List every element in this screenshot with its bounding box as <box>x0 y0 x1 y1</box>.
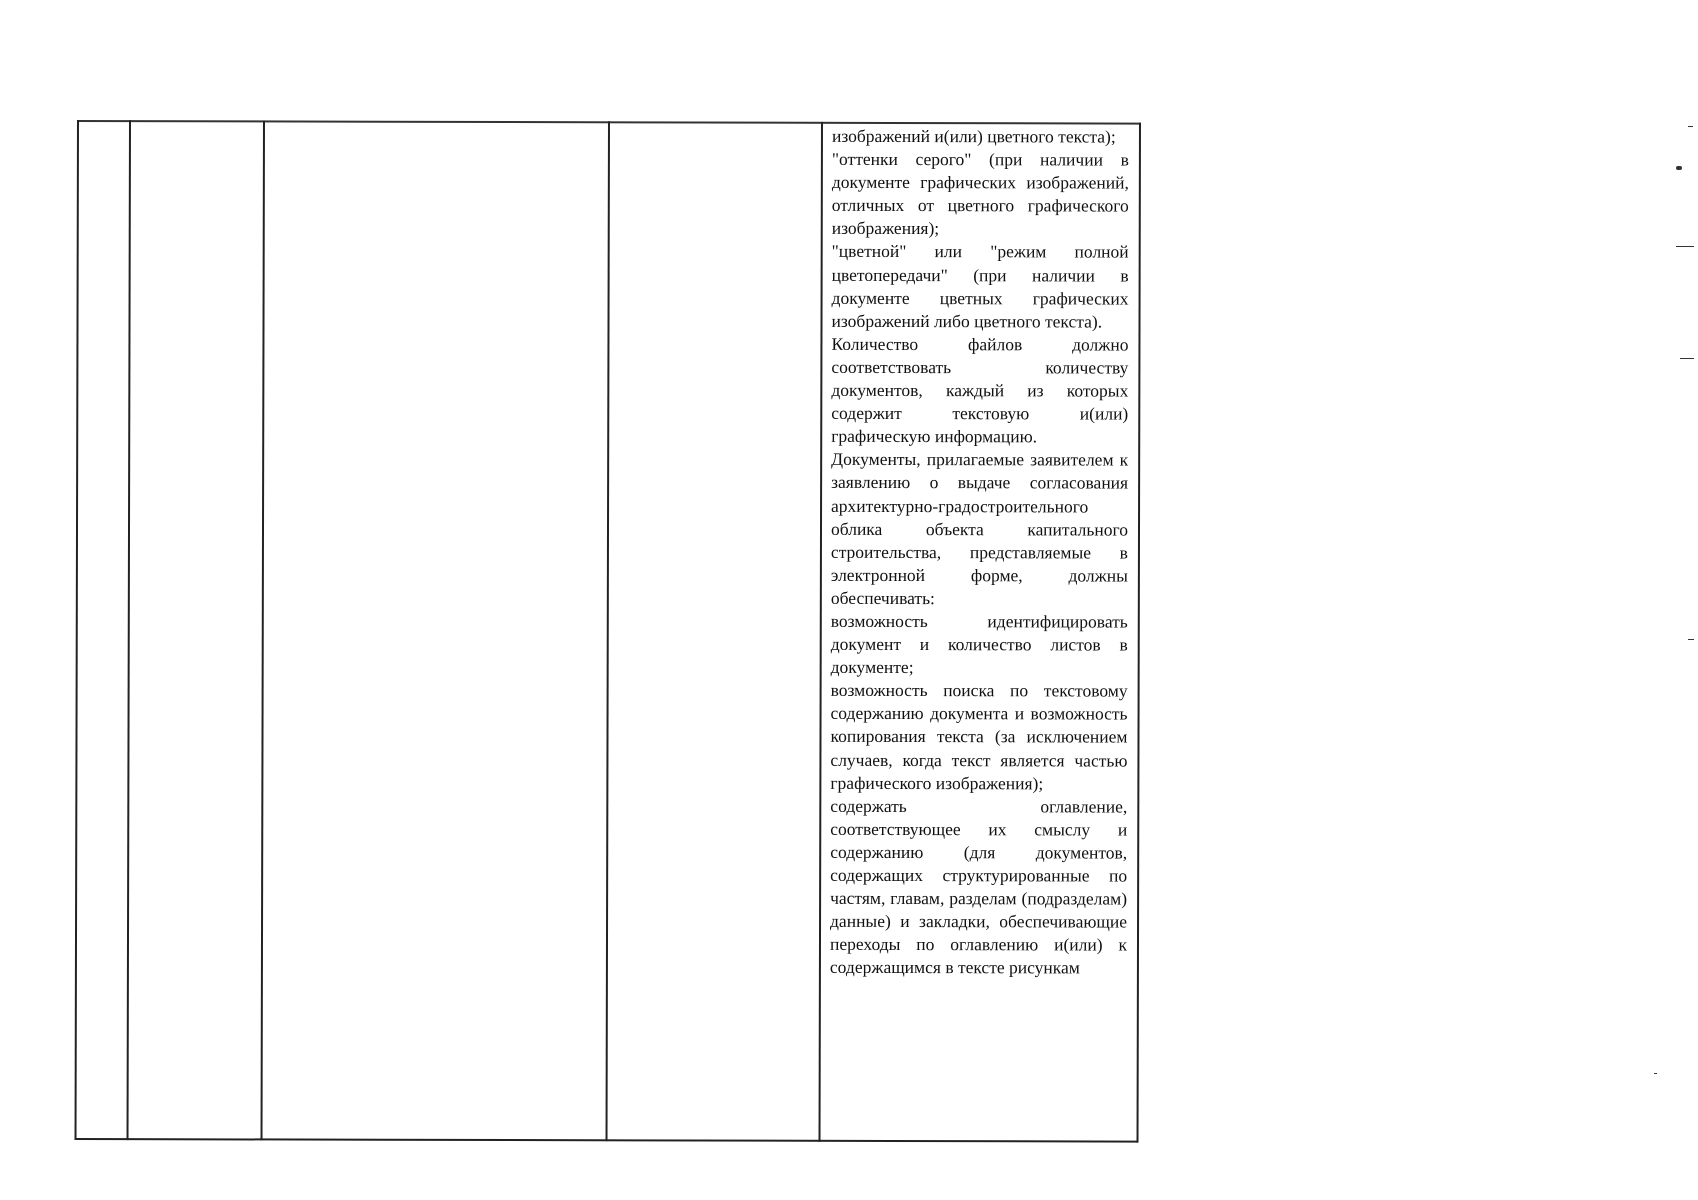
paragraph: изображений и(или) цветного текста); <box>831 125 1116 147</box>
column-border <box>261 120 265 1140</box>
paragraph: содержать оглавление, соответствующее их смыслу и содержанию (для документов, содержащих структурированные по частям, главам, разделам (подразделам) данные) и закладки, обеспечивающие переходы по оглавлению и(или) к содержащимся в тексте рисункам <box>829 795 1128 978</box>
scan-mark <box>1688 639 1694 640</box>
paragraph: возможность идентифицировать документ и количество листов в документе; <box>830 610 1128 678</box>
scan-mark <box>1680 358 1694 359</box>
scan-mark <box>1676 166 1682 170</box>
requirements-cell <box>830 125 1129 980</box>
scan-mark <box>1654 1073 1657 1074</box>
column-border <box>75 120 79 1140</box>
paragraph: "оттенки серого" (при наличии в документе графических изображений, отличных от цветного графического изображения); <box>831 148 1129 239</box>
scan-mark <box>1676 246 1694 247</box>
paragraph: возможность поиска по текстовому содержанию документа и возможность копирования текста (за исключением случаев, когда текст является частью графического изображения); <box>830 680 1128 793</box>
paragraph: Документы, прилагаемые заявителем к заявлению о выдаче согласования архитектурно-градостроительного облика объекта капитального строительства, представляемые в электронной форме, должны обеспечивать: <box>830 449 1129 608</box>
column-border <box>127 120 131 1140</box>
paragraph: Количество файлов должно соответствовать количеству документов, каждый из которых содержит текстовую и(или) графическую информацию. <box>831 333 1129 447</box>
column-border <box>1137 123 1141 1143</box>
column-border <box>819 122 823 1142</box>
scan-mark <box>1688 126 1693 127</box>
table-grid <box>75 120 1141 1143</box>
paragraph: "цветной" или "режим полной цветопередачи" (при наличии в документе цветных графических изображений либо цветного текста). <box>831 241 1129 332</box>
column-border <box>606 121 610 1141</box>
